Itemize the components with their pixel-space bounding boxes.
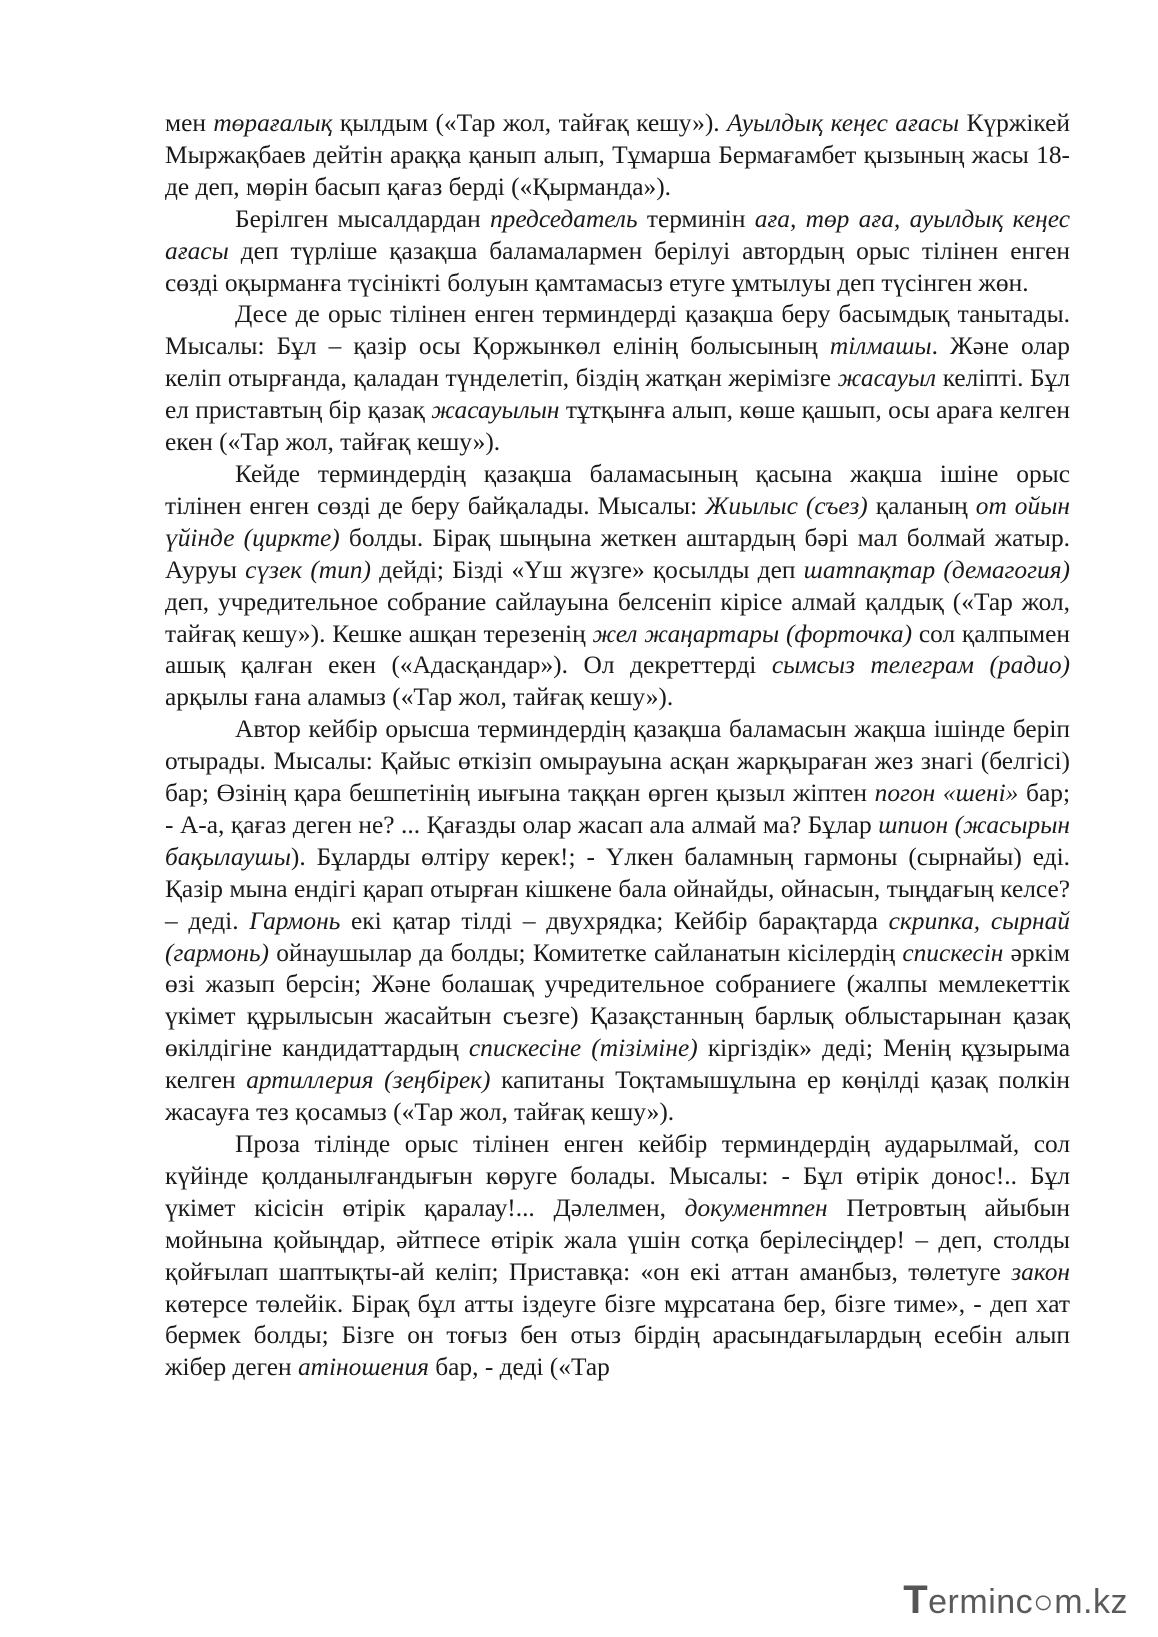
- text-run: . Және олар келіп отырғанда, қаладан түнделетіп, біздің жатқан жерімізге: [165, 332, 1070, 393]
- text-run: Автор кейбір орысша терминдердің қазақша баламасын жақша ішінде беріп отырады. Мысалы: Қайыс өткізіп омырауына асқан жарқыраған жез знагі (белгісі) бар; Өзінің қара бешпетінің иығына таққан өрген қызыл жіптен: [165, 715, 1070, 808]
- italic-term: шатпақтар (демагогия): [803, 555, 1070, 584]
- text-run: кіргіздік» деді; Менің құзырыма келген: [165, 1034, 1070, 1095]
- text-run: капитаны Тоқтамышұлына ер көңілді қазақ полкін жасауға тез қосамыз («Тар жол, тайғақ кешу»).: [165, 1066, 1070, 1127]
- text-run: мен: [165, 109, 214, 137]
- italic-term: тілмашы: [829, 332, 932, 361]
- text-run: қаланың: [867, 491, 976, 520]
- text-run: екі қатар тілді – двухрядка; Кейбір барақтарда: [340, 906, 889, 935]
- text-run: бар; - А-а, қағаз деген не? ... Қағазды олар жасап ала алмай ма? Бұлар: [165, 779, 1070, 839]
- text-run: Проза тілінде орыс тілінен енген кейбір терминдердің аударылмай, сол күйінде қолданылғандығын көруге болады. Мысалы: - Бұл өтірік донос!.. Бұл үкімет кісісін өтірік қаралау!... Дәлелмен,: [165, 1130, 1070, 1222]
- italic-term: Ауылдық кеңес ағасы: [727, 109, 960, 137]
- body-paragraph: [165, 459, 1070, 714]
- termincom-watermark-logo: [903, 1578, 1128, 1623]
- text-run: Күржікей Мыржақбаев дейтін араққа қанып алып, Тұмарша Бермағамбет қызының жасы 18-де деп, мөрін басып қағаз берді («Қырманда»).: [165, 109, 1070, 201]
- italic-term: закон: [1011, 1257, 1070, 1286]
- body-paragraph: [165, 299, 1070, 459]
- italic-term: төрағалық: [213, 109, 333, 137]
- text-run: ойнаушылар да болды; Комитетке сайланатын кісілердің: [269, 938, 903, 967]
- italic-term: погон «шені»: [874, 779, 1019, 808]
- watermark-o-glyph: ○: [1033, 1583, 1055, 1621]
- watermark-text-2: m.kz: [1054, 1583, 1128, 1621]
- italic-term: жасауыл: [837, 364, 937, 393]
- italic-term: артиллерия (зеңбірек): [246, 1066, 491, 1095]
- italic-term: документпен: [684, 1193, 828, 1222]
- text-run: әркім өзі жазып берсін; Және болашақ учредительное собраниеге (жалпы мемлекеттік үкімет құрылысын жасайтын съезге) Қазақстанның барлық облыстарынан қазақ өкілдігіне кандидаттардың: [165, 938, 1070, 1063]
- body-paragraph: [165, 1129, 1070, 1384]
- italic-term: спискесіне (тізіміне): [468, 1034, 698, 1063]
- body-paragraph: [165, 204, 1070, 300]
- text-run: келіпті. Бұл ел приставтың бір қазақ: [165, 364, 1070, 425]
- document-page: [165, 108, 1070, 1384]
- italic-term: аға, төр аға, ауылдық кеңес ағасы: [165, 204, 1070, 265]
- italic-term: от ойын үйінде (циркте): [165, 491, 1070, 552]
- text-run: деп түрліше қазақша баламалармен берілуі автордың орыс тілінен енген сөзді оқырманға түсінікті болуын қамтамасыз етуге ұмтылуы деп түсінген жөн.: [165, 236, 1070, 297]
- italic-term: спискесін: [902, 938, 1004, 967]
- italic-term: сымсыз телеграм (радио): [771, 651, 1070, 680]
- italic-term: Гармонь: [249, 906, 341, 935]
- italic-term: Жиылыс (съез): [705, 491, 868, 520]
- text-run: ). Бұларды өлтіру керек!; - Үлкен баламның гармоны (сырнайы) еді. Қазір мына ендігі қарап отырған кішкене бала ойнайды, ойнасын, тыңдағың келсе? – деді.: [165, 842, 1070, 935]
- italic-term: атіношения: [297, 1353, 429, 1382]
- body-paragraph: [165, 108, 1070, 204]
- text-run: болды. Бірақ шыңына жеткен аштардың бәрі мал болмай жатыр. Ауруы: [165, 523, 1070, 584]
- text-run: Петровтың айыбын мойнына қойыңдар, әйтпесе өтірік жала үшін сотқа берілесіңдер! – деп, столды қойғылап шаптықты-ай келіп; Приставқа: «он екі аттан аманбыз, төлетуге: [165, 1193, 1070, 1286]
- text-run: сол қалпымен ашық қалған екен («Адасқандар»). Ол декреттерді: [165, 619, 1070, 680]
- text-run: қылдым («Тар жол, тайғақ кешу»).: [332, 109, 728, 137]
- text-run: арқылы ғана аламыз («Тар жол, тайғақ кешу»).: [165, 683, 674, 712]
- italic-term: шпион (жасырын бақылаушы: [165, 810, 1070, 871]
- body-paragraph: [165, 714, 1070, 1129]
- text-run: Кейде терминдердің қазақша баламасының қасына жақша ішіне орыс тілінен енген сөзді де беру байқалады. Мысалы:: [165, 459, 1070, 520]
- italic-term: председатель: [489, 204, 638, 233]
- italic-term: жасауылын: [431, 396, 560, 425]
- watermark-initial: T: [903, 1578, 929, 1622]
- italic-term: сүзек (тип): [245, 555, 371, 584]
- italic-term: скрипка, сырнай (гармонь): [165, 906, 1070, 967]
- text-run: Берілген мысалдардан: [235, 204, 490, 233]
- text-run: терминін: [637, 204, 755, 233]
- text-run: деп, учредительное собрание сайлауына белсеніп кірісе алмай қалдық («Тар жол, тайғақ кешу»). Кешке ашқан терезенің: [165, 587, 1070, 648]
- text-run: тұтқынға алып, көше қашып, осы араға келген екен («Тар жол, тайғақ кешу»).: [165, 396, 1070, 457]
- watermark-text-1: erminc: [928, 1583, 1034, 1621]
- text-run: Десе де орыс тілінен енген терминдерді қазақша беру басымдық танытады. Мысалы: Бұл – қазір осы Қоржынкөл елінің болысының: [165, 300, 1070, 361]
- text-run: дейді; Біздi «Үш жүзге» қосылды деп: [370, 555, 804, 584]
- italic-term: жел жаңартары (форточка): [592, 619, 913, 648]
- text-run: бар, - деді («Тар: [428, 1353, 610, 1382]
- text-run: көтерсе төлейік. Бірақ бұл атты іздеуге бізге мұрсатана бер, бізге тиме», - деп хат бермек болды; Бізге он тоғыз бен отыз бірдің арасындағылардың есебін алып жібер деген: [165, 1289, 1070, 1382]
